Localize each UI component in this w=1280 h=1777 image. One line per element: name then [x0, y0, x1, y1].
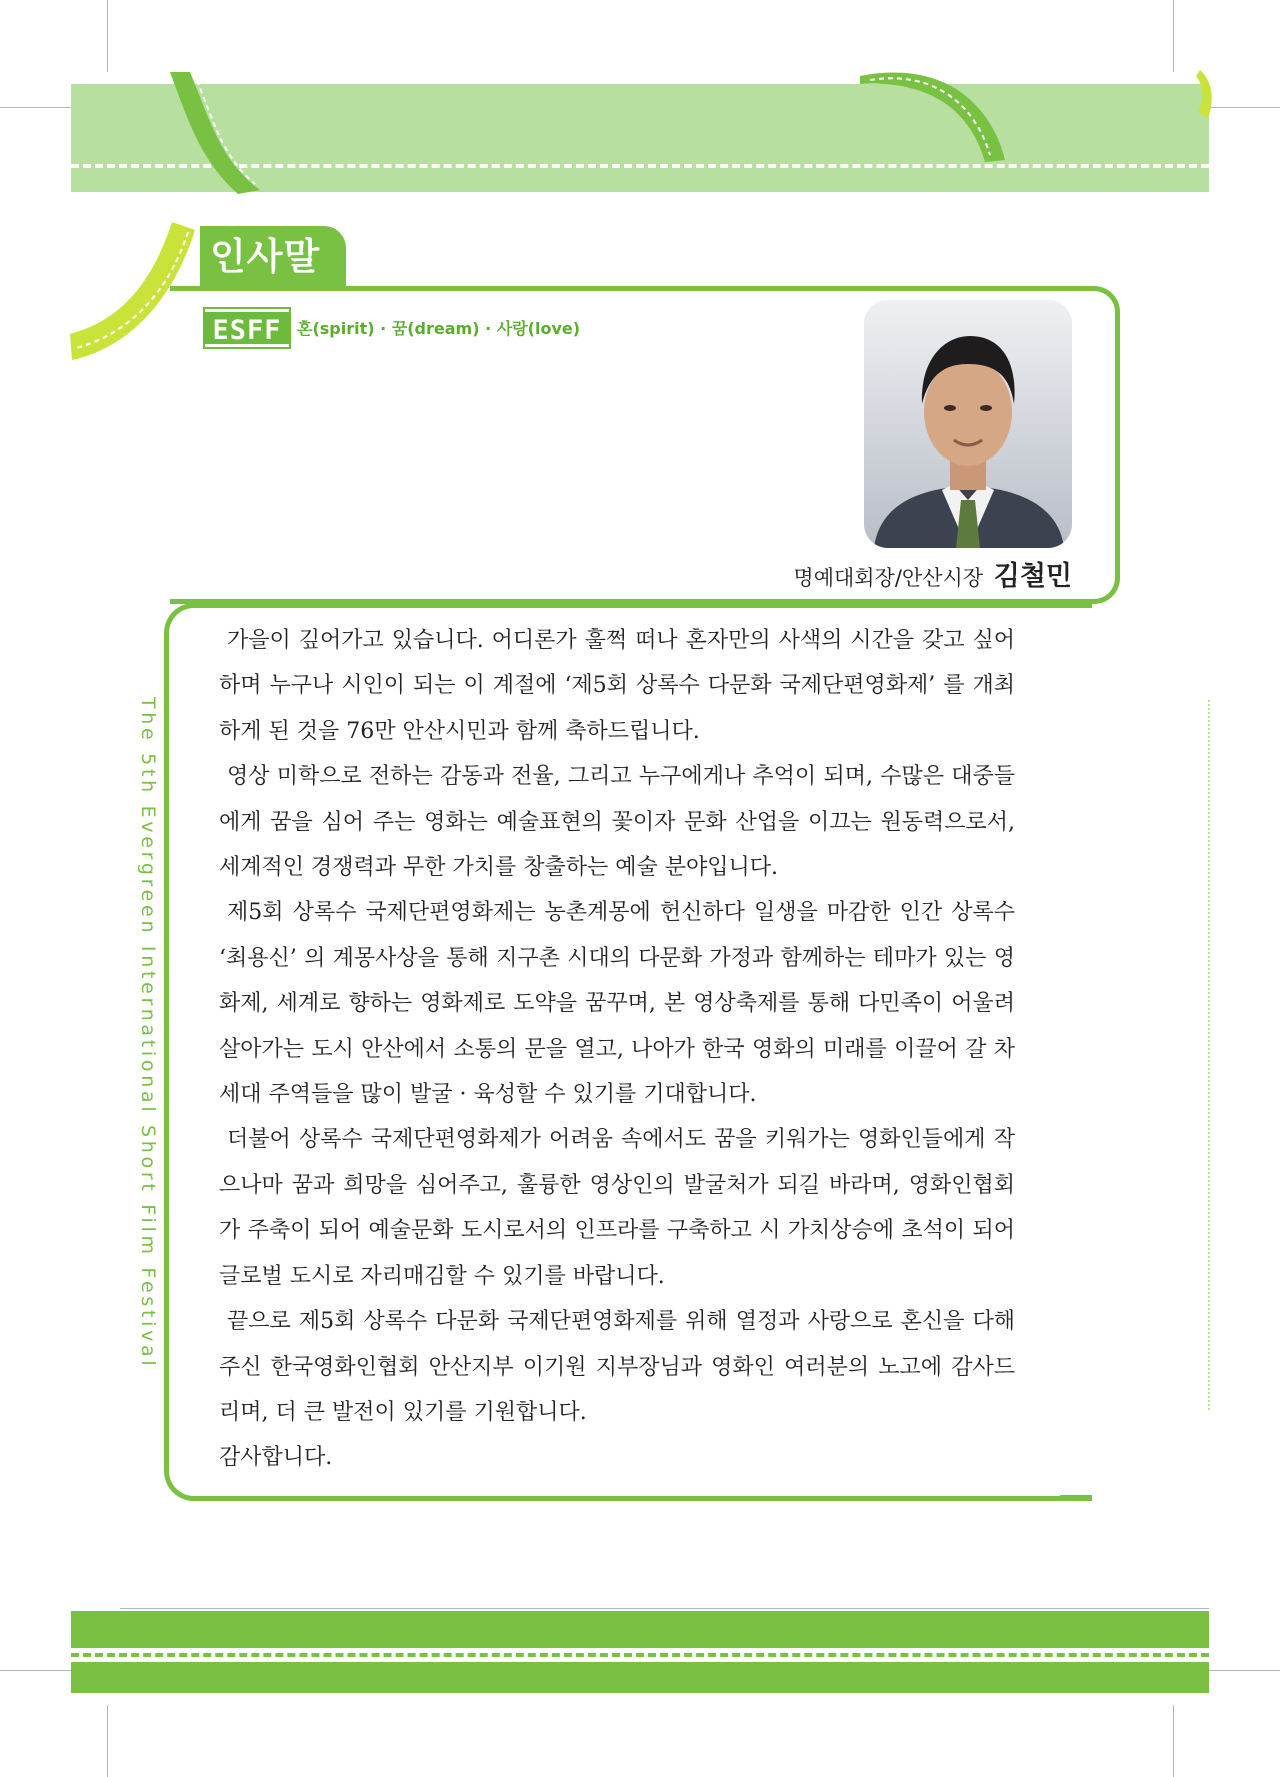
speaker-caption	[793, 554, 1072, 593]
portrait-illustration	[864, 300, 1072, 548]
crop-mark	[1173, 1705, 1174, 1777]
greeting-message	[219, 618, 1015, 1481]
paragraph: 제5회 상록수 국제단편영화제는 농촌계몽에 헌신하다 일생을 마감한 인간 상록수 ‘최용신’ 의 계몽사상을 통해 지구촌 시대의 다문화 가정과 함께하는 테마가 있는 영화제, 세계로 향하는 영화제로 도약을 꿈꾸며, 본 영상축제를 통해 다민족이 어울려 살아가는 도시 안산에서 소통의 문을 열고, 나아가 한국 영화의 미래를 이끌어 갈 차세대 주역들을 많이 발굴 · 육성할 수 있기를 기대합니다.	[219, 900, 1015, 1108]
closing-line: 감사합니다.	[219, 1445, 333, 1471]
paragraph: 더불어 상록수 국제단편영화제가 어려움 속에서도 꿈을 키워가는 영화인들에게 작으나마 꿈과 희망을 심어주고, 훌륭한 영상인의 발굴처가 되길 바라며, 영화인협회가 주축이 되어 예술문화 도시로서의 인프라를 구축하고 시 가치상승에 초석이 되어 글로벌 도시로 자리매김할 수 있기를 바랍니다.	[219, 1127, 1015, 1289]
footer-band	[71, 1611, 1209, 1693]
speaker-name: 김철민	[993, 561, 1072, 592]
paragraph: 가을이 깊어가고 있습니다. 어디론가 훌쩍 떠나 혼자만의 사색의 시간을 갖고 싶어하며 누구나 시인이 되는 이 계절에 ‘제5회 상록수 다문화 국제단편영화제’ 를 개최하게 된 것을 76만 안산시민과 함께 축하드립니다.	[219, 628, 1015, 744]
section-title: 인사말	[200, 226, 346, 288]
crop-mark	[1208, 1670, 1280, 1671]
festival-motto: 혼(spirit) · 꿈(dream) · 사랑(love)	[297, 319, 581, 338]
paragraph: 영상 미학으로 전하는 감동과 전율, 그리고 누구에게나 추억이 되며, 수많은 대중들에게 꿈을 심어 주는 영화는 예술표현의 꽃이자 문화 산업을 이끄는 원동력으로서, 세계적인 경쟁력과 무한 가치를 창출하는 예술 분야입니다.	[219, 764, 1015, 881]
footer-rule	[120, 1608, 1209, 1609]
crop-mark	[0, 1670, 72, 1671]
portrait-photo	[864, 300, 1072, 548]
speaker-role: 명예대회장/안산시장	[793, 566, 984, 590]
esff-logo: ESFF	[205, 309, 289, 347]
crop-mark	[107, 1705, 108, 1777]
frame-line	[1060, 1495, 1092, 1500]
footer-dashes	[71, 1653, 1209, 1657]
dotted-divider	[1208, 700, 1210, 1410]
festival-side-label: The 5th Evergreen International Short Film Festival	[137, 697, 159, 1370]
paragraph: 끝으로 제5회 상록수 다문화 국제단편영화제를 위해 열정과 사랑으로 혼신을 다해주신 한국영화인협회 안산지부 이기원 지부장님과 영화인 여러분의 노고에 감사드리며, 더 큰 발전이 있기를 기원합니다.	[219, 1309, 1015, 1425]
